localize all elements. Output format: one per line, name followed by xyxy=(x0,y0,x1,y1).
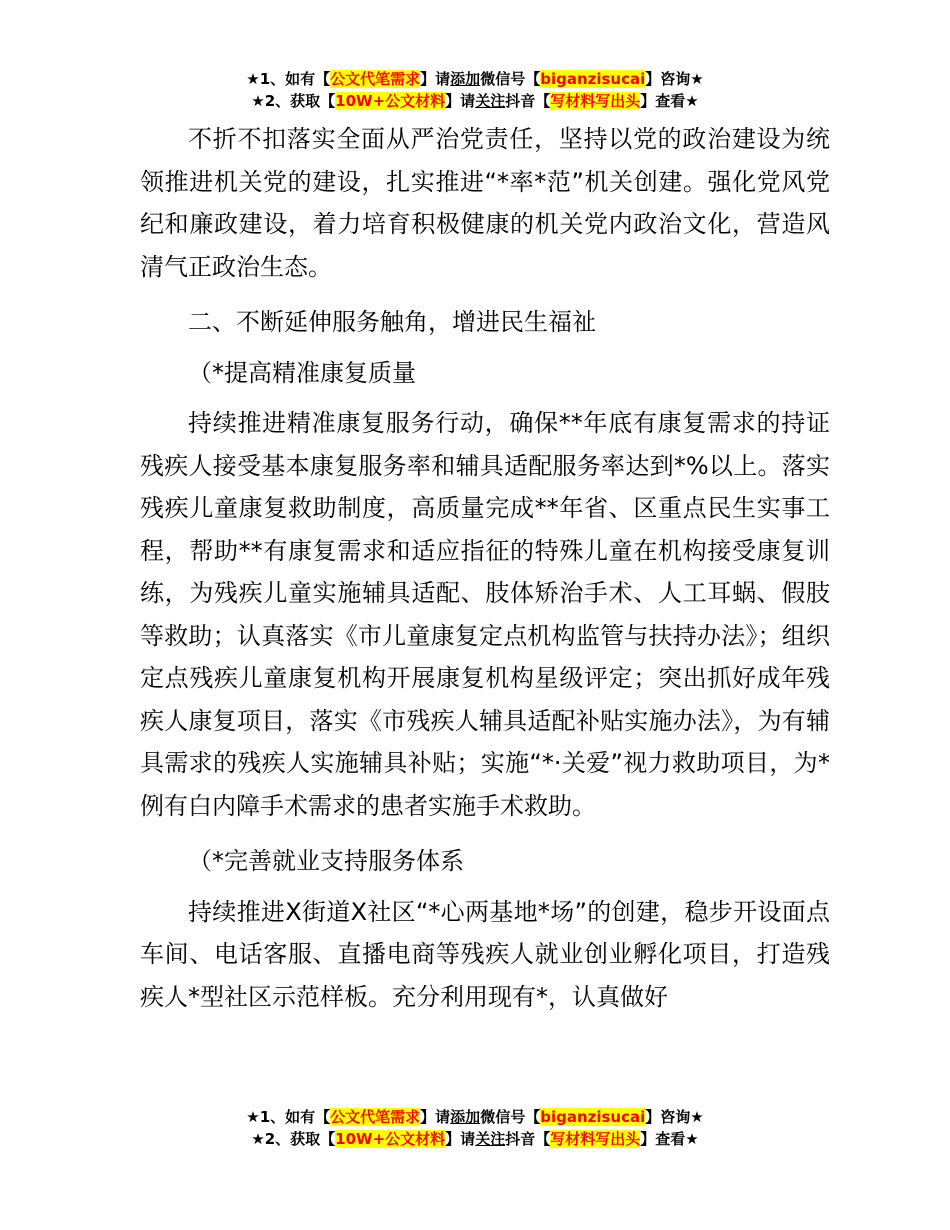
banner-line-1 xyxy=(0,1106,950,1128)
subsection-heading-employment: （*完善就业支持服务体系 xyxy=(188,847,464,875)
subsection-heading-rehab: （*提高精准康复质量 xyxy=(188,358,416,387)
star-icon: ★ xyxy=(251,92,265,110)
banner-line-1 xyxy=(0,68,950,90)
underlined-text: 关注 xyxy=(475,1130,506,1148)
banner-text: 】查看 xyxy=(640,92,686,110)
highlight-wechat-id: biganzisucai xyxy=(540,70,646,88)
highlight-wechat-id: biganzisucai xyxy=(540,1108,646,1126)
banner-text: 1、如有【 xyxy=(259,1108,331,1126)
paragraph-employment: 持续推进X街道X社区“*心两基地*场”的创建，稳步开设面点车间、电话客服、直播电商等残疾人就业创业孵化项目，打造残疾人*型社区示范样板。充分利用现有*，认真做好 xyxy=(140,897,830,1011)
banner-text: 】请 xyxy=(420,1108,451,1126)
banner-text: 】请 xyxy=(445,1130,476,1148)
banner-text: 】请 xyxy=(420,70,451,88)
banner-text: 2、获取【 xyxy=(264,1130,336,1148)
underlined-text: 添加 xyxy=(450,1108,481,1126)
banner-text: 2、获取【 xyxy=(264,92,336,110)
banner-text: 微信号【 xyxy=(480,1108,541,1126)
paragraph-rehab: 持续推进精准康复服务行动，确保**年底有康复需求的持证残疾人接受基本康复服务率和辅具适配服务率达到*%以上。落实残疾儿童康复救助制度，高质量完成**年省、区重点民生实事工程，帮助**有康复需求和适应指征的特殊儿童在机构接受康复训练，为残疾儿童实施辅具适配、肢体矫治手术、人工耳蜗、假肢等救助；认真落实《市儿童康复定点机构监管与扶持办法》；组织定点残疾儿童康复机构开展康复机构星级评定；突出抓好成年残疾人康复项目，落实《市残疾人辅具适配补贴实施办法》，为有辅具需求的残疾人实施辅具补贴；实施“*·关爱”视力救助项目，为*例有白内障手术需求的患者实施手术救助。 xyxy=(140,409,830,820)
highlight-service: 公文代笔需求 xyxy=(330,70,421,88)
star-icon: ★ xyxy=(685,1130,699,1148)
banner-text: 抖音【 xyxy=(505,1130,551,1148)
paragraph-party-building: 不折不扣落实全面从严治党责任，坚持以党的政治建设为统领推进机关党的建设，扎实推进“*率*范”机关创建。强化党风党纪和廉政建设，着力培育积极健康的机关党内政治文化，营造风清气正政治生态。 xyxy=(140,125,830,281)
banner-text: 抖音【 xyxy=(505,92,551,110)
star-icon: ★ xyxy=(246,70,260,88)
highlight-materials: 10W+公文材料 xyxy=(335,92,446,110)
banner-text: 】请 xyxy=(445,92,476,110)
banner-text: 1、如有【 xyxy=(259,70,331,88)
banner-text: 】咨询 xyxy=(645,1108,691,1126)
banner-text: 】查看 xyxy=(640,1130,686,1148)
document-body xyxy=(140,118,830,1018)
banner-text: 】咨询 xyxy=(645,70,691,88)
underlined-text: 关注 xyxy=(475,92,506,110)
star-icon: ★ xyxy=(246,1108,260,1126)
star-icon: ★ xyxy=(251,1130,265,1148)
highlight-douyin-id: 写材料写出头 xyxy=(550,1130,641,1148)
section-heading-2: 二、不断延伸服务触角，增进民生福祉 xyxy=(188,308,596,336)
header-banner xyxy=(0,68,950,112)
banner-text: 微信号【 xyxy=(480,70,541,88)
star-icon: ★ xyxy=(685,92,699,110)
banner-line-2 xyxy=(0,90,950,112)
underlined-text: 添加 xyxy=(450,70,481,88)
star-icon: ★ xyxy=(690,70,704,88)
banner-line-2 xyxy=(0,1128,950,1150)
star-icon: ★ xyxy=(690,1108,704,1126)
highlight-douyin-id: 写材料写出头 xyxy=(550,92,641,110)
footer-banner xyxy=(0,1106,950,1150)
highlight-materials: 10W+公文材料 xyxy=(335,1130,446,1148)
highlight-service: 公文代笔需求 xyxy=(330,1108,421,1126)
